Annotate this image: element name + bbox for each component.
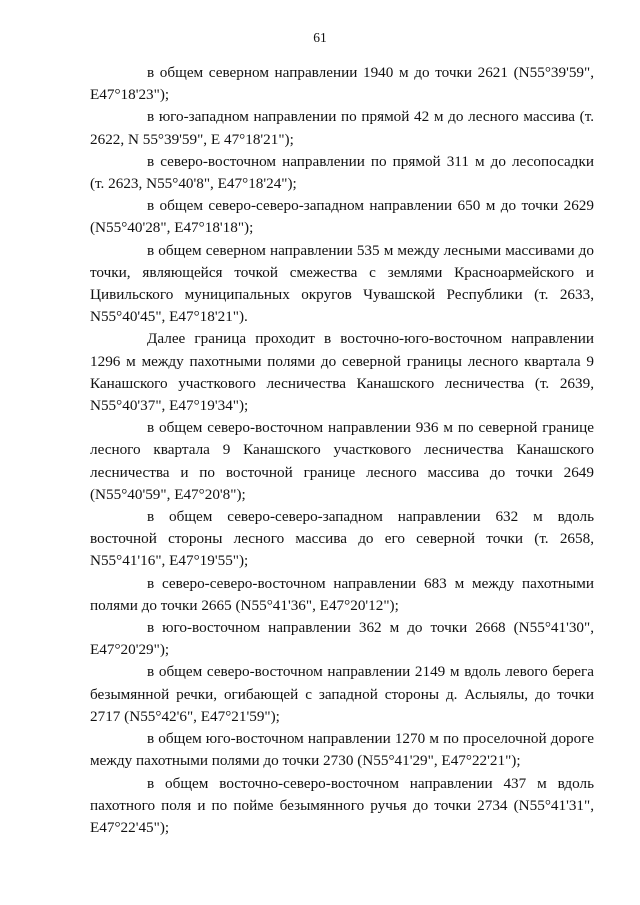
paragraph: в общем восточно-северо-восточном направлении 437 м вдоль пахотного поля и по пойме безымянного ручья до точки 2734 (N55°41'31", E47°22'45"); (90, 774, 594, 836)
paragraph: в северо-восточном направлении по прямой 311 м до лесопосадки (т. 2623, N55°40'8", E47°18'24"); (90, 152, 594, 193)
paragraph: в северо-северо-восточном направлении 683 м между пахотными полями до точки 2665 (N55°41'36", E47°20'12"); (90, 574, 594, 614)
paragraph: в юго-западном направлении по прямой 42 м до лесного массива (т. 2622, N 55°39'59", E 47°18'21"); (90, 108, 594, 148)
document-body (90, 62, 594, 839)
paragraph: в общем северо-северо-западном направлении 650 м до точки 2629 (N55°40'28", E47°18'18"); (90, 197, 594, 237)
paragraph: в юго-восточном направлении 362 м до точки 2668 (N55°41'30", E47°20'29"); (90, 619, 594, 659)
page-number: 61 (313, 30, 327, 45)
paragraph: Далее граница проходит в восточно-юго-восточном направлении 1296 м между пахотными полями до северной границы лесного квартала 9 Канашского участкового лесничества Канашского лесничества (т. 2639, N55°40'37", E47°19'34"); (90, 330, 594, 415)
paragraph: в общем северо-северо-западном направлении 632 м вдоль восточной стороны лесного массива до его северной точки (т. 2658, N55°41'16", E47°19'55"); (90, 508, 594, 570)
paragraph: в общем юго-восточном направлении 1270 м по проселочной дороге между пахотными полями до точки 2730 (N55°41'29", E47°22'21"); (90, 730, 594, 770)
paragraph: в общем северо-восточном направлении 2149 м вдоль левого берега безымянной речки, огибающей с западной стороны д. Аслыялы, до точки 2717 (N55°42'6", E47°21'59"); (90, 663, 594, 725)
paragraph: в общем северном направлении 1940 м до точки 2621 (N55°39'59", E47°18'23"); (90, 64, 594, 104)
paragraph: в общем северном направлении 535 м между лесными массивами до точки, являющейся точкой смежества с землями Красноармейского и Цивильского муниципальных округов Чувашской Республики (т. 2633, N55°40'45", E47°18'21"). (90, 241, 594, 326)
paragraph: в общем северо-восточном направлении 936 м по северной границе лесного квартала 9 Канашского участкового лесничества Канашского лесничества и по восточной границе лесного массива до точки 2649 (N55°40'59", E47°20'8"); (90, 419, 594, 503)
